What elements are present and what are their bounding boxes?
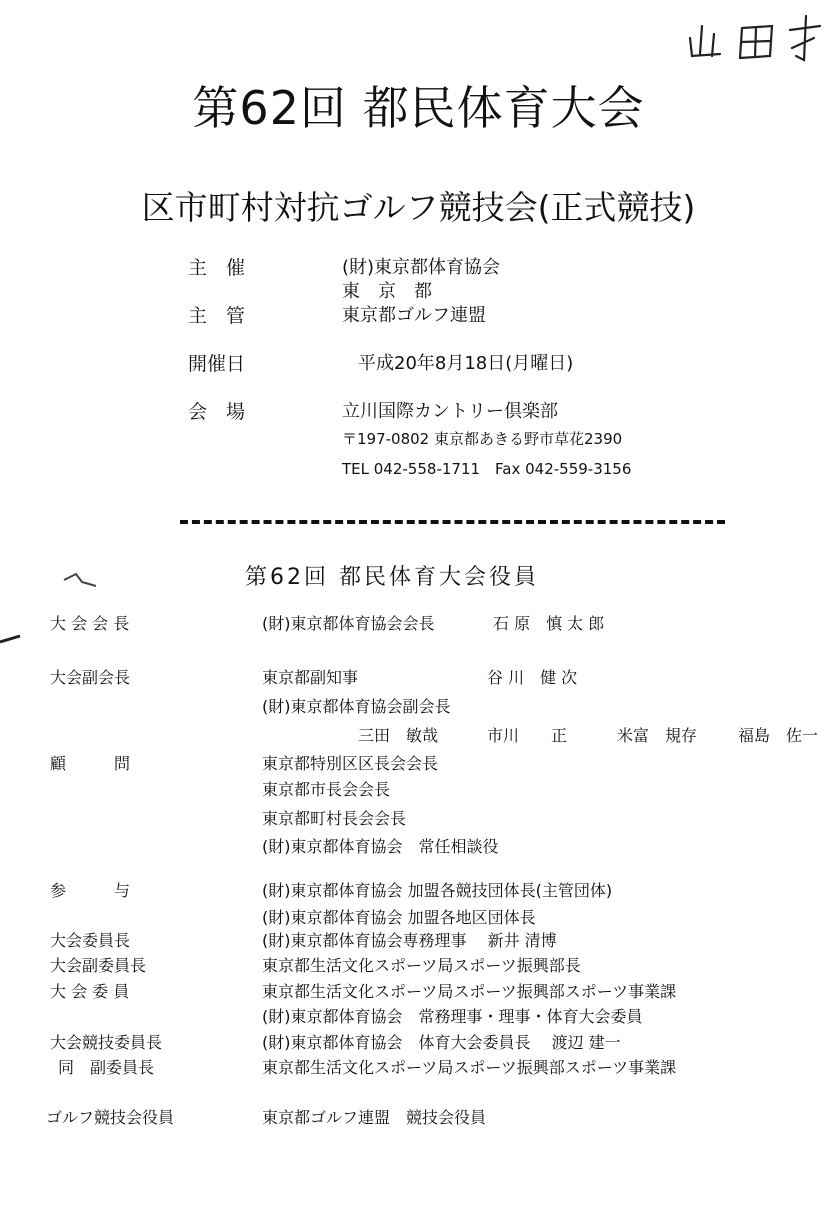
vice-name-2: 市川 正 [487, 726, 568, 745]
vice-name-1: 三田 敏哉 [358, 726, 439, 745]
advisor-line-3: 東京都町村長会会長 [262, 809, 407, 828]
advisor-line-2: 東京都市長会会長 [262, 780, 391, 799]
committee-chair-value: (財)東京都体育協会専務理事 新井 清博 [262, 931, 557, 950]
venue-phone: TEL 042-558-1711 Fax 042-559-3156 [342, 460, 632, 478]
host-line-2: 東 京 都 [342, 281, 432, 302]
manager-value: 東京都ゴルフ連盟 [342, 305, 486, 326]
manager-label: 主 管 [188, 305, 246, 327]
counselor-line-2: (財)東京都体育協会 加盟各地区団体長 [262, 908, 536, 927]
tech-vice-value: 東京都生活文化スポーツ局スポーツ振興部スポーツ事業課 [262, 1058, 677, 1077]
host-label: 主 催 [188, 257, 246, 279]
venue-value: 立川国際カントリー倶楽部 [342, 401, 558, 422]
venue-address: 〒197-0802 東京都あきる野市草花2390 [342, 430, 623, 448]
scan-mark [62, 570, 102, 590]
committee-vice-label: 大会副委員長 [50, 956, 147, 975]
president-label: 大 会 会 長 [50, 614, 130, 633]
vice-name-4: 福島 佐一 [738, 726, 819, 745]
host-line-1: (財)東京都体育協会 [342, 257, 501, 278]
date-value: 平成20年8月18日(月曜日) [358, 353, 574, 374]
committee-line-2: (財)東京都体育協会 常務理事・理事・体育大会委員 [262, 1007, 643, 1026]
golf-officers-label: ゴルフ競技会役員 [46, 1108, 175, 1127]
counselor-label: 参 与 [50, 881, 131, 900]
document-title: 第62回 都民体育大会 [192, 81, 645, 135]
president-org: (財)東京都体育協会会長 [262, 614, 435, 633]
officers-title: 第62回 都民体育大会役員 [245, 565, 539, 590]
scan-mark [0, 632, 24, 646]
committee-line-1: 東京都生活文化スポーツ局スポーツ振興部スポーツ事業課 [262, 982, 677, 1001]
tech-chair-label: 大会競技委員長 [50, 1033, 163, 1052]
venue-label: 会 場 [188, 401, 246, 423]
advisor-line-1: 東京都特別区区長会会長 [262, 754, 439, 773]
counselor-line-1: (財)東京都体育協会 加盟各競技団体長(主管団体) [262, 881, 613, 900]
vice-president-org-2: (財)東京都体育協会副会長 [262, 697, 451, 716]
golf-officers-value: 東京都ゴルフ連盟 競技会役員 [262, 1108, 487, 1127]
tech-chair-value: (財)東京都体育協会 体育大会委員長 渡辺 建一 [262, 1033, 621, 1052]
handwritten-note [680, 8, 837, 68]
document-subtitle: 区市町村対抗ゴルフ競技会(正式競技) [141, 188, 696, 227]
committee-vice-value: 東京都生活文化スポーツ局スポーツ振興部長 [262, 956, 581, 975]
tech-vice-label: 同 副委員長 [58, 1058, 155, 1077]
vice-president-label: 大会副会長 [50, 668, 131, 687]
advisor-line-4: (財)東京都体育協会 常任相談役 [262, 837, 499, 856]
section-divider [180, 520, 725, 524]
president-name: 石 原 慎 太 郎 [493, 614, 605, 633]
vice-president-org: 東京都副知事 [262, 668, 359, 687]
committee-label: 大 会 委 員 [50, 982, 130, 1001]
vice-president-name: 谷 川 健 次 [487, 668, 578, 687]
committee-chair-label: 大会委員長 [50, 931, 131, 950]
advisor-label: 顧 問 [50, 754, 131, 773]
vice-name-3: 米富 規存 [617, 726, 698, 745]
date-label: 開催日 [188, 353, 246, 375]
